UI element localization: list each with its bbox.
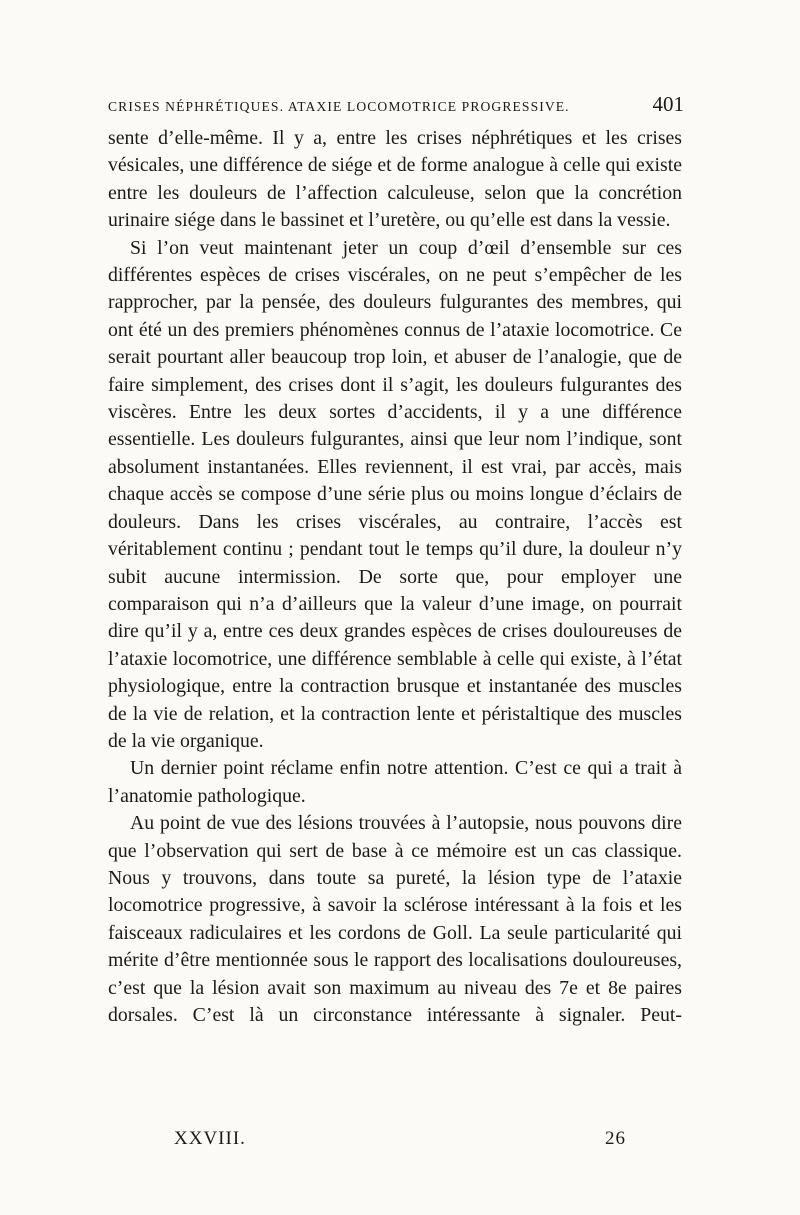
page-footer <box>174 1128 626 1150</box>
paragraph: Au point de vue des lésions trouvées à l’autopsie, nous pouvons dire que l’observation qui sert de base à ce mémoire est un cas classique. Nous y trouvons, dans toute sa pureté, la lésion type de l’ataxie locomotrice progressive, à savoir la sclérose intéressant à la fois et les faisceaux radiculaires et les cordons de Goll. La seule particularité qui mérite d’être mentionnée sous le rapport des localisations douloureuses, c’est que la lésion avait son maximum au niveau des 7e et 8e paires dorsales. C’est là un circonstance intéressante à signaler. Peut- <box>108 812 682 1026</box>
page-number: 401 <box>652 92 684 116</box>
body-text <box>108 125 682 1029</box>
signature-mark: 26 <box>605 1128 626 1149</box>
paragraph: Si l’on veut maintenant jeter un coup d’œil d’ensemble sur ces différentes espèces de crises viscérales, on ne peut s’empêcher de les rapprocher, par la pensée, des douleurs fulgurantes des membres, qui ont été un des premiers phénomènes connus de l’ataxie locomotrice. Ce serait pourtant aller beaucoup trop loin, et abuser de l’analogie, que de faire simplement, des crises dont il s’agit, les douleurs fulgurantes des viscères. Entre les deux sortes d’accidents, il y a une différence essentielle. Les douleurs fulgurantes, ainsi que leur nom l’indique, sont absolument instantanées. Elles reviennent, il est vrai, par accès, mais chaque accès se compose d’une série plus ou moins longue d’éclairs de douleurs. Dans les crises viscérales, au contraire, l’accès est véritablement continu ; pendant tout le temps qu’il dure, la douleur n’y subit aucune intermission. De sorte que, pour employer une comparaison qui n’a d’ailleurs que la valeur d’une image, on pourrait dire qu’il y a, entre ces deux grandes espèces de crises douloureuses de l’ataxie locomotrice, une différence semblable à celle qui existe, à l’état physiologique, entre la contraction brusque et instantanée des muscles de la vie de relation, et la contraction lente et péristaltique des muscles de la vie organique. <box>108 236 682 752</box>
paragraph: Un dernier point réclame enfin notre attention. C’est ce qui a trait à l’anatomie pathologique. <box>108 757 682 807</box>
running-head <box>108 92 684 117</box>
paragraph: sente d’elle-même. Il y a, entre les crises néphrétiques et les crises vésicales, une différence de siége et de forme analogue à celle qui existe entre les douleurs de l’affection calculeuse, selon que la concrétion urinaire siége dans le bassinet et l’uretère, ou qu’elle est dans la vessie. <box>108 127 682 232</box>
running-head-title: CRISES NÉPHRÉTIQUES. ATAXIE LOCOMOTRICE PROGRESSIVE. <box>108 99 570 114</box>
volume-number: XXVIII. <box>174 1128 246 1149</box>
